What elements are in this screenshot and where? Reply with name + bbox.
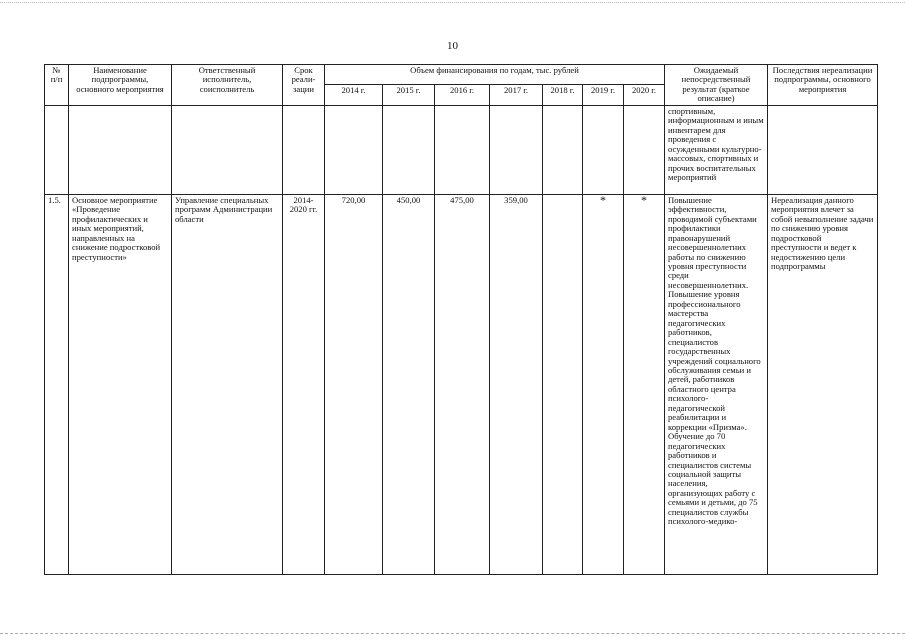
cell-2014 xyxy=(325,105,383,194)
cell-name xyxy=(69,105,172,194)
cell-2015: 450,00 xyxy=(383,194,435,574)
header-responsible: Ответственный исполнитель, соисполнитель xyxy=(172,65,283,106)
header-year-2019: 2019 г. xyxy=(583,85,624,105)
cell-num xyxy=(45,105,69,194)
header-consequences: Последствия нереализации подпрограммы, основного мероприятия xyxy=(768,65,878,106)
header-result: Ожидаемый непосредственный результат (краткое описание) xyxy=(665,65,768,106)
cell-2020 xyxy=(624,105,665,194)
cell-responsible: Управление специальных программ Администрации области xyxy=(172,194,283,574)
cell-2019: * xyxy=(583,194,624,574)
cell-2017: 359,00 xyxy=(490,194,543,574)
header-year-2014: 2014 г. xyxy=(325,85,383,105)
cell-2020: * xyxy=(624,194,665,574)
cell-2017 xyxy=(490,105,543,194)
cell-2014: 720,00 xyxy=(325,194,383,574)
header-year-2020: 2020 г. xyxy=(624,85,665,105)
cell-term: 2014-2020 гг. xyxy=(283,194,325,574)
cell-responsible xyxy=(172,105,283,194)
cell-result: спортивным, информационным и иным инвентарем для проведения с осужденными культурно-массовых, спортивных и прочих воспитательных мероприятий xyxy=(665,105,768,194)
cell-2018 xyxy=(543,105,583,194)
header-year-2016: 2016 г. xyxy=(435,85,490,105)
scan-edge-bottom xyxy=(0,633,905,634)
cell-2019 xyxy=(583,105,624,194)
header-year-2017: 2017 г. xyxy=(490,85,543,105)
cell-name-line2: «Проведение профилактических и иных мероприятий, направленных на снижение подростковой преступности» xyxy=(72,204,161,262)
header-num: № п/п xyxy=(45,65,69,106)
cell-consequences xyxy=(768,105,878,194)
header-name: Наименование подпрограммы, основного мероприятия xyxy=(69,65,172,106)
header-year-2015: 2015 г. xyxy=(383,85,435,105)
table-row xyxy=(45,105,878,194)
cell-term xyxy=(283,105,325,194)
page-number: 10 xyxy=(447,40,458,52)
header-term: Срок реали-зации xyxy=(283,65,325,106)
cell-2015 xyxy=(383,105,435,194)
header-row-1 xyxy=(45,65,878,85)
cell-2018 xyxy=(543,194,583,574)
cell-num: 1.5. xyxy=(45,194,69,574)
table-row xyxy=(45,194,878,574)
cell-result: Повышение эффективности, проводимой субъектами профилактики правонарушений несовершеннолетних работы по снижению уровня преступности среди несовершеннолетних. Повышение уровня профессионального мастерства педагогических работников, специалистов государственных учреждений социального обслуживания семьи и детей, работников областного центра психолого-педагогической реабилитации и коррекции «Призма». Обучение до 70 педагогических работников и специалистов системы социальной защиты населения, организующих работу с семьями и детьми, до 75 специалистов службы психолого-медико- xyxy=(665,194,768,574)
header-funding: Объем финансирования по годам, тыс. рублей xyxy=(325,65,665,85)
cell-2016: 475,00 xyxy=(435,194,490,574)
scan-edge-top xyxy=(0,2,905,3)
cell-name xyxy=(69,194,172,574)
cell-name-line1: Основное мероприятие xyxy=(72,194,158,205)
program-table xyxy=(44,64,878,575)
cell-consequences: Нереализация данного мероприятия влечет за собой невыполнение задачи по снижению уровня подростковой преступности и ведет к недостижению цели подпрограммы xyxy=(768,194,878,574)
header-year-2018: 2018 г. xyxy=(543,85,583,105)
cell-2016 xyxy=(435,105,490,194)
